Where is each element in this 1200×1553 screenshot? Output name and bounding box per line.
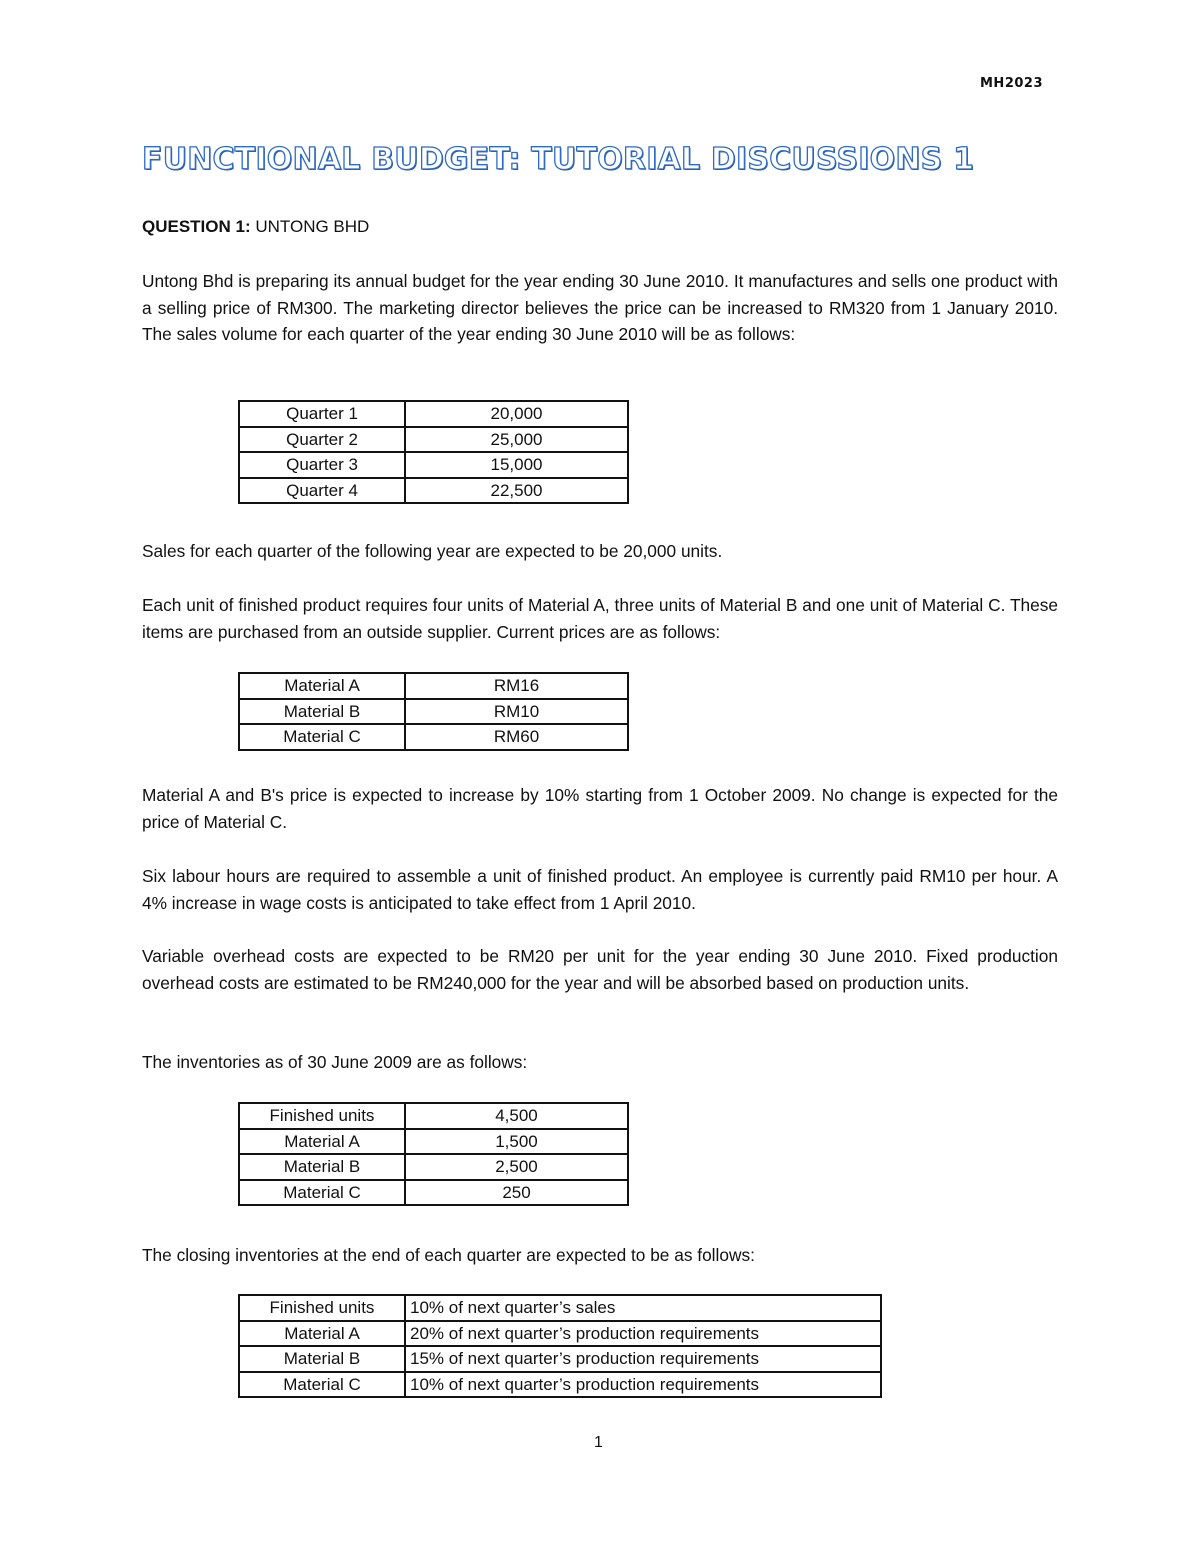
table-row bbox=[239, 1154, 628, 1180]
table-cell-label: Material B bbox=[239, 1346, 405, 1372]
table-cell-label: Material A bbox=[239, 1321, 405, 1347]
table-cell-value: RM10 bbox=[405, 699, 628, 725]
table-cell-label: Material C bbox=[239, 1180, 405, 1206]
table-cell-label: Material A bbox=[239, 673, 405, 699]
table-cell-value: 20% of next quarter’s production requirements bbox=[405, 1321, 881, 1347]
price-increase-paragraph: Material A and B's price is expected to increase by 10% starting from 1 October 2009. No change is expected for the price of Material C. bbox=[142, 785, 1058, 832]
table-cell-value: 10% of next quarter’s sales bbox=[405, 1295, 881, 1321]
table-row bbox=[239, 427, 628, 453]
table-row bbox=[239, 478, 628, 504]
table-row bbox=[239, 1180, 628, 1206]
table-cell-value: 20,000 bbox=[405, 401, 628, 427]
intro-paragraph: Untong Bhd is preparing its annual budget for the year ending 30 June 2010. It manufactures and sells one product with a selling price of RM300. The marketing director believes the price can be increased to RM320 from 1 January 2010. The sales volume for each quarter of the year ending 30 June 2010 will be as follows: bbox=[142, 271, 1058, 344]
question-company: UNTONG BHD bbox=[255, 217, 370, 236]
table-cell-value: 1,500 bbox=[405, 1129, 628, 1155]
closing-inventory-table bbox=[238, 1294, 882, 1398]
table-cell-label: Material B bbox=[239, 699, 405, 725]
table-cell-value: 22,500 bbox=[405, 478, 628, 504]
table-row bbox=[239, 1346, 881, 1372]
inventories-intro-paragraph: The inventories as of 30 June 2009 are as follows: bbox=[142, 1052, 528, 1072]
table-row bbox=[239, 1295, 881, 1321]
table-cell-label: Quarter 3 bbox=[239, 452, 405, 478]
table-cell-label: Quarter 2 bbox=[239, 427, 405, 453]
table-cell-label: Material C bbox=[239, 1372, 405, 1398]
table-row bbox=[239, 452, 628, 478]
overhead-paragraph: Variable overhead costs are expected to be RM20 per unit for the year ending 30 June 2010. Fixed production overhead costs are estimated to be RM240,000 for the year and will be absorbed based on production units. bbox=[142, 946, 1058, 993]
quarterly-sales-table bbox=[238, 400, 629, 504]
materials-paragraph: Each unit of finished product requires four units of Material A, three units of Material B and one unit of Material C. These items are purchased from an outside supplier. Current prices are as follows: bbox=[142, 595, 1058, 642]
table-cell-value: RM60 bbox=[405, 724, 628, 750]
table-cell-label: Finished units bbox=[239, 1103, 405, 1129]
table-cell-label: Material B bbox=[239, 1154, 405, 1180]
table-cell-value: 10% of next quarter’s production requirements bbox=[405, 1372, 881, 1398]
table-row bbox=[239, 699, 628, 725]
table-cell-value: 15,000 bbox=[405, 452, 628, 478]
closing-intro-paragraph: The closing inventories at the end of each quarter are expected to be as follows: bbox=[142, 1245, 755, 1265]
table-cell-label: Material A bbox=[239, 1129, 405, 1155]
table-cell-value: 25,000 bbox=[405, 427, 628, 453]
table-row bbox=[239, 724, 628, 750]
table-cell-value: RM16 bbox=[405, 673, 628, 699]
question-label: QUESTION 1: bbox=[142, 217, 251, 236]
document-code: MH2023 bbox=[980, 76, 1043, 91]
question-heading bbox=[142, 217, 369, 237]
table-cell-value: 15% of next quarter’s production requirements bbox=[405, 1346, 881, 1372]
table-cell-value: 2,500 bbox=[405, 1154, 628, 1180]
table-row bbox=[239, 1103, 628, 1129]
table-cell-label: Finished units bbox=[239, 1295, 405, 1321]
opening-inventory-table bbox=[238, 1102, 629, 1206]
labour-paragraph: Six labour hours are required to assemble a unit of finished product. An employee is currently paid RM10 per hour. A 4% increase in wage costs is anticipated to take effect from 1 April 2010. bbox=[142, 866, 1058, 913]
table-cell-label: Material C bbox=[239, 724, 405, 750]
page-number: 1 bbox=[594, 1434, 603, 1451]
page-title: FUNCTIONAL BUDGET: TUTORIAL DISCUSSIONS 1 bbox=[142, 142, 975, 177]
material-price-table bbox=[238, 672, 629, 751]
table-row bbox=[239, 673, 628, 699]
table-row bbox=[239, 1321, 881, 1347]
table-cell-label: Quarter 1 bbox=[239, 401, 405, 427]
table-cell-value: 4,500 bbox=[405, 1103, 628, 1129]
table-cell-value: 250 bbox=[405, 1180, 628, 1206]
table-row bbox=[239, 1129, 628, 1155]
table-row bbox=[239, 401, 628, 427]
next-year-sales-paragraph: Sales for each quarter of the following year are expected to be 20,000 units. bbox=[142, 541, 723, 561]
table-cell-label: Quarter 4 bbox=[239, 478, 405, 504]
table-row bbox=[239, 1372, 881, 1398]
